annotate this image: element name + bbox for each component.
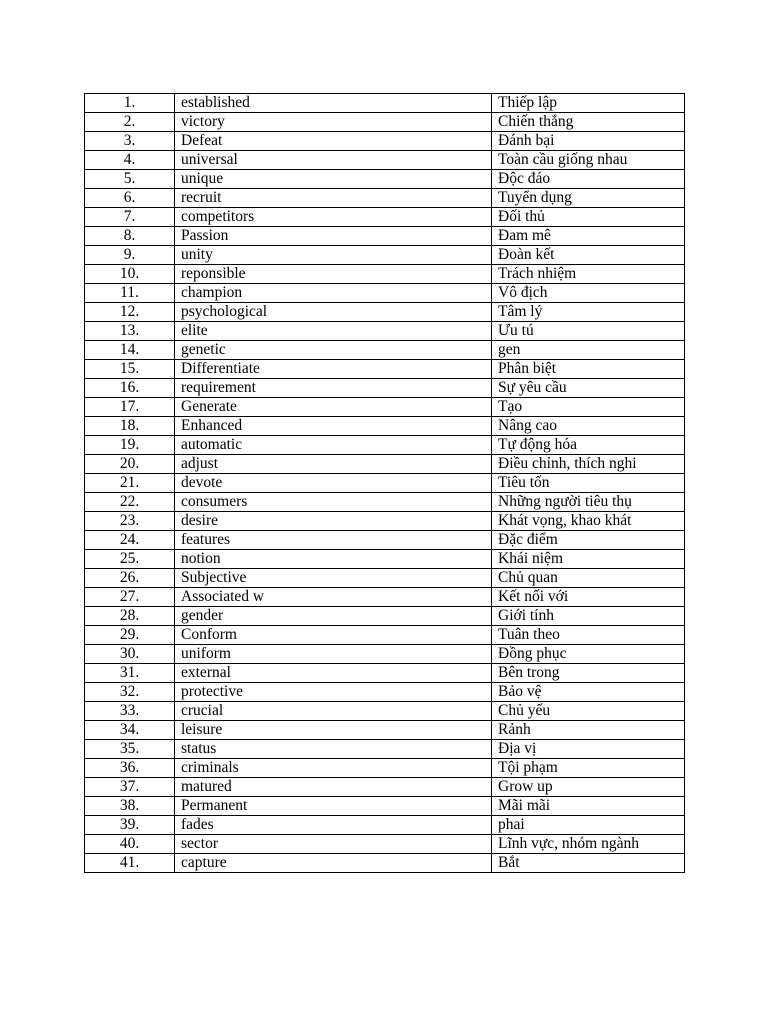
- table-row: [85, 113, 685, 132]
- table-row: [85, 341, 685, 360]
- vietnamese-translation: Đồng phục: [492, 645, 685, 664]
- row-number: 2.: [85, 113, 175, 132]
- english-term: established: [175, 94, 492, 113]
- vietnamese-translation: Chủ quan: [492, 569, 685, 588]
- table-row: [85, 227, 685, 246]
- table-row: [85, 721, 685, 740]
- vietnamese-translation: Trách nhiệm: [492, 265, 685, 284]
- english-term: Associated w: [175, 588, 492, 607]
- table-row: [85, 322, 685, 341]
- table-row: [85, 607, 685, 626]
- vietnamese-translation: Chiến thắng: [492, 113, 685, 132]
- table-row: [85, 702, 685, 721]
- vietnamese-translation: Địa vị: [492, 740, 685, 759]
- english-term: notion: [175, 550, 492, 569]
- english-term: reponsible: [175, 265, 492, 284]
- vietnamese-translation: Đặc điểm: [492, 531, 685, 550]
- table-row: [85, 569, 685, 588]
- row-number: 36.: [85, 759, 175, 778]
- table-row: [85, 189, 685, 208]
- table-row: [85, 759, 685, 778]
- table-row: [85, 778, 685, 797]
- vietnamese-translation: Rảnh: [492, 721, 685, 740]
- vietnamese-translation: Bắt: [492, 854, 685, 873]
- table-row: [85, 151, 685, 170]
- row-number: 40.: [85, 835, 175, 854]
- row-number: 18.: [85, 417, 175, 436]
- vietnamese-translation: Tuân theo: [492, 626, 685, 645]
- table-row: [85, 664, 685, 683]
- table-row: [85, 797, 685, 816]
- table-row: [85, 208, 685, 227]
- vietnamese-translation: Chủ yếu: [492, 702, 685, 721]
- table-row: [85, 170, 685, 189]
- vietnamese-translation: Kết nối với: [492, 588, 685, 607]
- english-term: Subjective: [175, 569, 492, 588]
- row-number: 33.: [85, 702, 175, 721]
- row-number: 25.: [85, 550, 175, 569]
- english-term: fades: [175, 816, 492, 835]
- vietnamese-translation: Thiếp lập: [492, 94, 685, 113]
- row-number: 4.: [85, 151, 175, 170]
- vietnamese-translation: Độc đáo: [492, 170, 685, 189]
- vocabulary-table-body: [85, 94, 685, 873]
- row-number: 1.: [85, 94, 175, 113]
- row-number: 30.: [85, 645, 175, 664]
- vietnamese-translation: Điều chỉnh, thích nghi: [492, 455, 685, 474]
- table-row: [85, 436, 685, 455]
- vietnamese-translation: Grow up: [492, 778, 685, 797]
- english-term: features: [175, 531, 492, 550]
- english-term: desire: [175, 512, 492, 531]
- table-row: [85, 854, 685, 873]
- english-term: victory: [175, 113, 492, 132]
- vietnamese-translation: Bảo vệ: [492, 683, 685, 702]
- vietnamese-translation: phai: [492, 816, 685, 835]
- row-number: 32.: [85, 683, 175, 702]
- table-row: [85, 284, 685, 303]
- english-term: gender: [175, 607, 492, 626]
- english-term: elite: [175, 322, 492, 341]
- table-row: [85, 417, 685, 436]
- english-term: capture: [175, 854, 492, 873]
- row-number: 10.: [85, 265, 175, 284]
- table-row: [85, 683, 685, 702]
- english-term: Differentiate: [175, 360, 492, 379]
- vietnamese-translation: Đối thủ: [492, 208, 685, 227]
- english-term: recruit: [175, 189, 492, 208]
- vietnamese-translation: Vô địch: [492, 284, 685, 303]
- vietnamese-translation: Đam mê: [492, 227, 685, 246]
- row-number: 8.: [85, 227, 175, 246]
- row-number: 24.: [85, 531, 175, 550]
- english-term: criminals: [175, 759, 492, 778]
- table-row: [85, 550, 685, 569]
- row-number: 41.: [85, 854, 175, 873]
- english-term: competitors: [175, 208, 492, 227]
- english-term: status: [175, 740, 492, 759]
- vocabulary-table: [84, 93, 685, 873]
- vietnamese-translation: Lĩnh vực, nhóm ngành: [492, 835, 685, 854]
- row-number: 7.: [85, 208, 175, 227]
- row-number: 22.: [85, 493, 175, 512]
- vietnamese-translation: Phân biệt: [492, 360, 685, 379]
- row-number: 23.: [85, 512, 175, 531]
- row-number: 29.: [85, 626, 175, 645]
- table-row: [85, 360, 685, 379]
- row-number: 15.: [85, 360, 175, 379]
- row-number: 37.: [85, 778, 175, 797]
- row-number: 5.: [85, 170, 175, 189]
- table-row: [85, 626, 685, 645]
- row-number: 27.: [85, 588, 175, 607]
- row-number: 20.: [85, 455, 175, 474]
- row-number: 17.: [85, 398, 175, 417]
- english-term: universal: [175, 151, 492, 170]
- english-term: Permanent: [175, 797, 492, 816]
- row-number: 28.: [85, 607, 175, 626]
- row-number: 16.: [85, 379, 175, 398]
- row-number: 13.: [85, 322, 175, 341]
- row-number: 26.: [85, 569, 175, 588]
- table-row: [85, 588, 685, 607]
- row-number: 14.: [85, 341, 175, 360]
- vietnamese-translation: Ưu tú: [492, 322, 685, 341]
- vietnamese-translation: Khái niệm: [492, 550, 685, 569]
- vietnamese-translation: Tạo: [492, 398, 685, 417]
- table-row: [85, 246, 685, 265]
- english-term: unique: [175, 170, 492, 189]
- vietnamese-translation: Tuyển dụng: [492, 189, 685, 208]
- row-number: 6.: [85, 189, 175, 208]
- table-row: [85, 493, 685, 512]
- english-term: devote: [175, 474, 492, 493]
- english-term: consumers: [175, 493, 492, 512]
- vietnamese-translation: Đánh bại: [492, 132, 685, 151]
- table-row: [85, 94, 685, 113]
- row-number: 19.: [85, 436, 175, 455]
- english-term: Defeat: [175, 132, 492, 151]
- table-row: [85, 303, 685, 322]
- english-term: requirement: [175, 379, 492, 398]
- english-term: leisure: [175, 721, 492, 740]
- vietnamese-translation: Mãi mãi: [492, 797, 685, 816]
- table-row: [85, 265, 685, 284]
- table-row: [85, 379, 685, 398]
- table-row: [85, 531, 685, 550]
- english-term: champion: [175, 284, 492, 303]
- english-term: Conform: [175, 626, 492, 645]
- vietnamese-translation: Toàn cầu giống nhau: [492, 151, 685, 170]
- row-number: 31.: [85, 664, 175, 683]
- row-number: 11.: [85, 284, 175, 303]
- vietnamese-translation: Tiêu tốn: [492, 474, 685, 493]
- row-number: 35.: [85, 740, 175, 759]
- table-row: [85, 132, 685, 151]
- table-row: [85, 455, 685, 474]
- vietnamese-translation: Sự yêu cầu: [492, 379, 685, 398]
- english-term: uniform: [175, 645, 492, 664]
- vietnamese-translation: Khát vọng, khao khát: [492, 512, 685, 531]
- english-term: Enhanced: [175, 417, 492, 436]
- english-term: adjust: [175, 455, 492, 474]
- row-number: 9.: [85, 246, 175, 265]
- table-row: [85, 816, 685, 835]
- english-term: matured: [175, 778, 492, 797]
- english-term: Generate: [175, 398, 492, 417]
- english-term: sector: [175, 835, 492, 854]
- vietnamese-translation: Tự động hóa: [492, 436, 685, 455]
- english-term: genetic: [175, 341, 492, 360]
- table-row: [85, 835, 685, 854]
- vietnamese-translation: Đoàn kết: [492, 246, 685, 265]
- row-number: 38.: [85, 797, 175, 816]
- vietnamese-translation: Tội phạm: [492, 759, 685, 778]
- vietnamese-translation: Tâm lý: [492, 303, 685, 322]
- english-term: protective: [175, 683, 492, 702]
- row-number: 3.: [85, 132, 175, 151]
- english-term: external: [175, 664, 492, 683]
- vietnamese-translation: Những người tiêu thụ: [492, 493, 685, 512]
- row-number: 12.: [85, 303, 175, 322]
- english-term: Passion: [175, 227, 492, 246]
- vietnamese-translation: Bên trong: [492, 664, 685, 683]
- vietnamese-translation: Nâng cao: [492, 417, 685, 436]
- english-term: psychological: [175, 303, 492, 322]
- english-term: automatic: [175, 436, 492, 455]
- table-row: [85, 474, 685, 493]
- table-row: [85, 740, 685, 759]
- table-row: [85, 645, 685, 664]
- row-number: 34.: [85, 721, 175, 740]
- vietnamese-translation: Giới tính: [492, 607, 685, 626]
- english-term: crucial: [175, 702, 492, 721]
- row-number: 21.: [85, 474, 175, 493]
- vietnamese-translation: gen: [492, 341, 685, 360]
- row-number: 39.: [85, 816, 175, 835]
- english-term: unity: [175, 246, 492, 265]
- table-row: [85, 512, 685, 531]
- table-row: [85, 398, 685, 417]
